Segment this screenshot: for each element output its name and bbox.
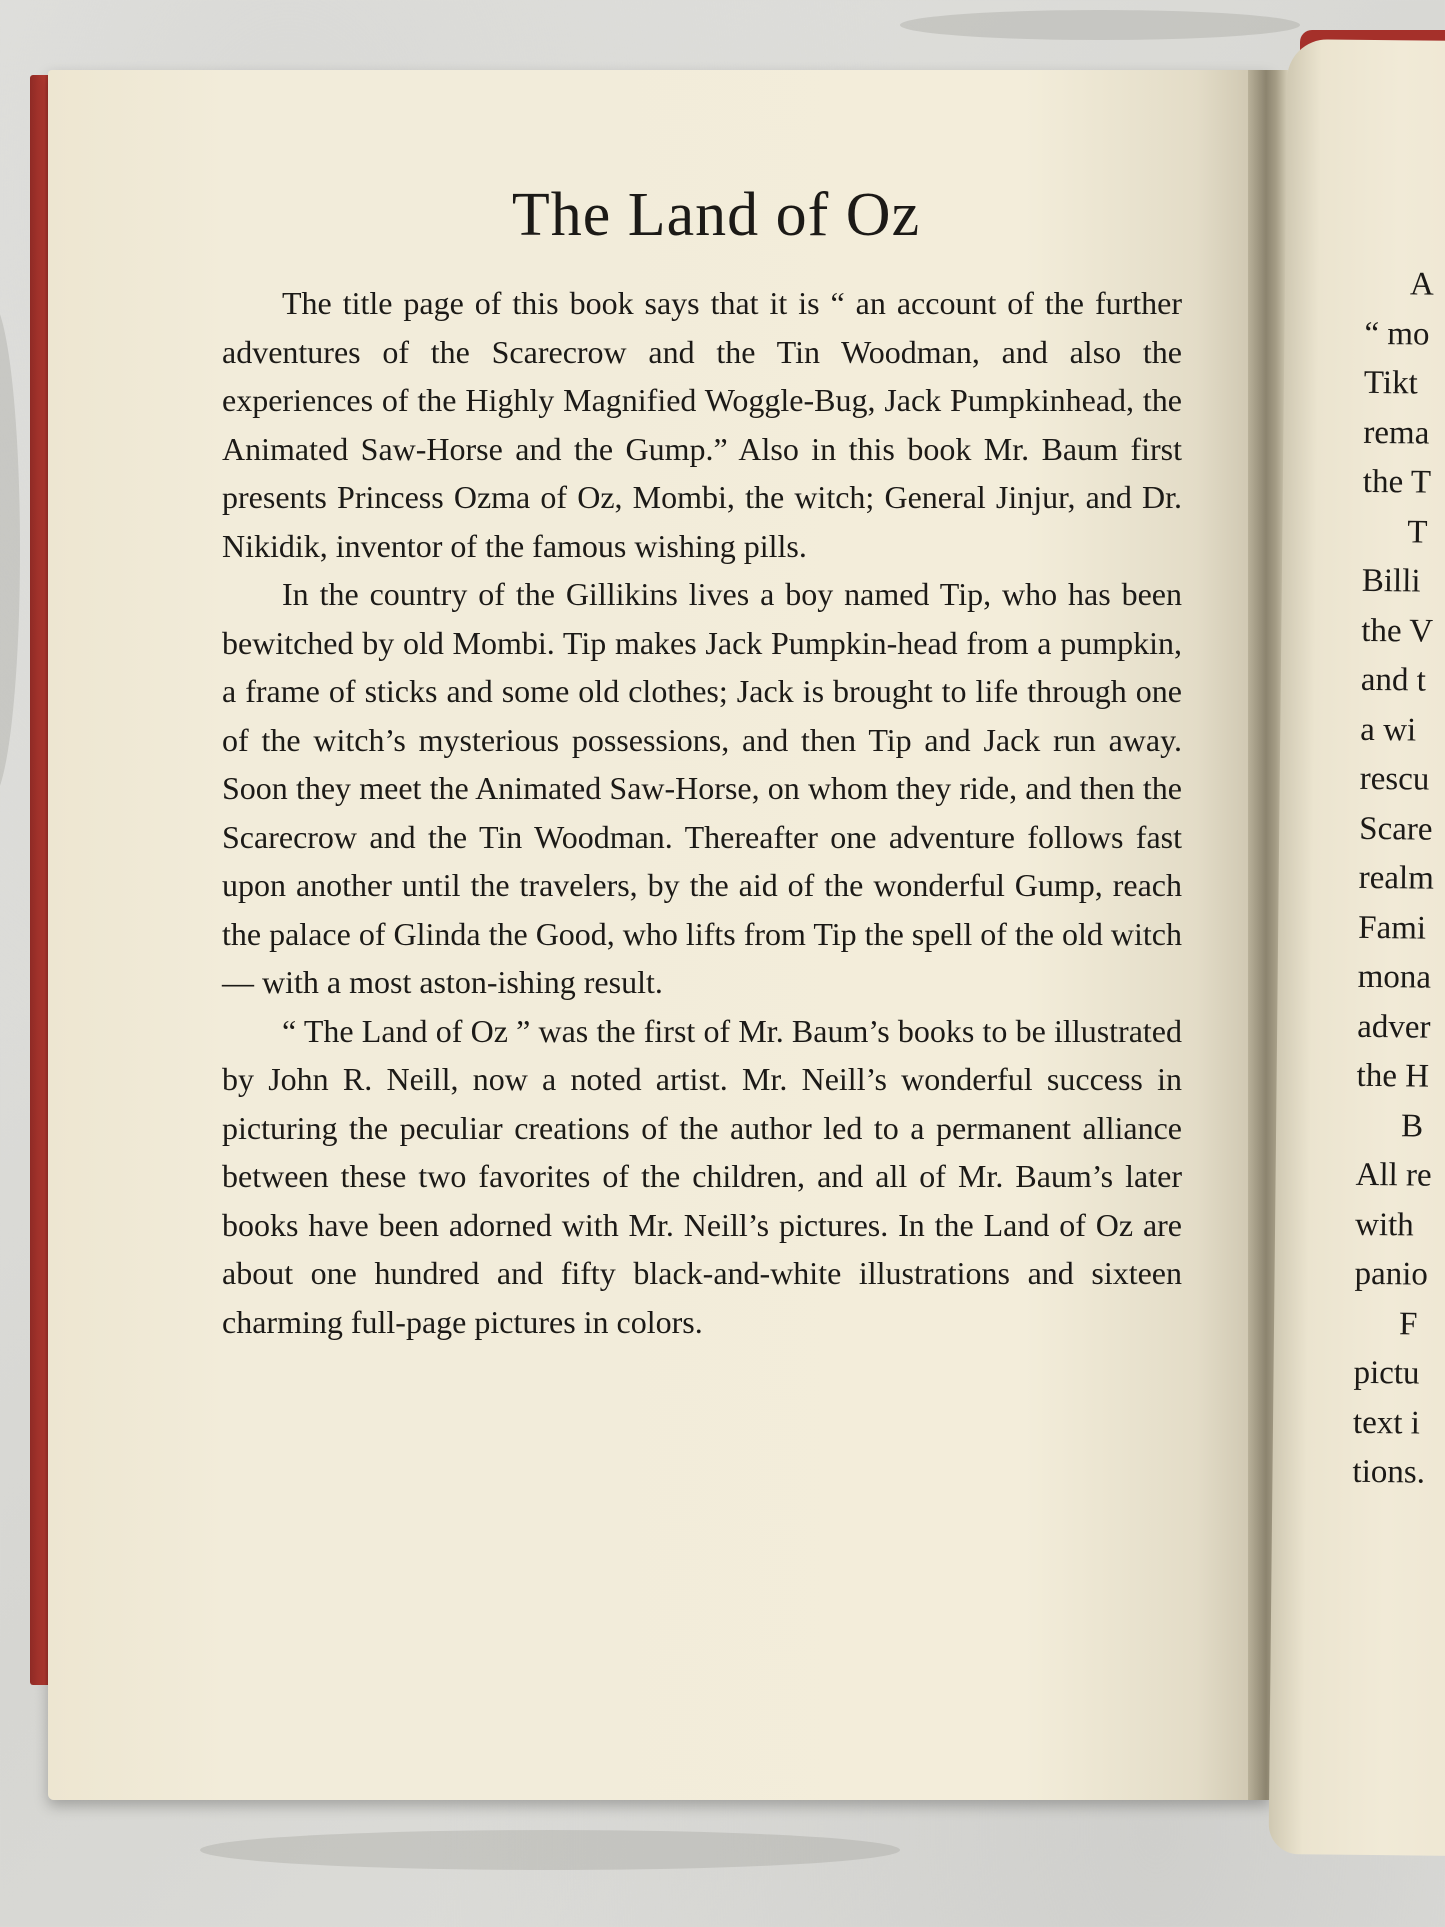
marble-vein <box>900 10 1300 40</box>
right-line: tions. <box>1352 1453 1426 1491</box>
right-line: Scare <box>1359 810 1433 848</box>
right-line: A <box>1409 266 1434 303</box>
right-line: the V <box>1361 612 1434 650</box>
right-line: Fami <box>1358 909 1427 947</box>
right-line: the T <box>1362 463 1432 501</box>
right-line: panio <box>1354 1255 1429 1293</box>
right-line: B <box>1400 1107 1424 1145</box>
right-line: text i <box>1352 1404 1421 1442</box>
paragraph-story: In the country of the Gillikins lives a boy named Tip, who has been bewitched by old Mombi. Tip makes Jack Pumpkin-head from a pumpkin, a frame of sticks and some old clothes; Jack is brought to life through one of the witch’s mysterious possessions, and then Tip and Jack run away. Soon they meet the Animated Saw-Horse, on whom they ride, and then the Scarecrow and the Tin Woodman. Thereafter one adventure follows fast upon another until the travelers, by the aid of the wonderful Gump, reach the palace of Glinda the Good, who lifts from Tip the spell of the old witch — with a most aston-ishing result. <box>222 576 1182 1000</box>
right-line: realm <box>1358 859 1435 897</box>
right-line: with <box>1354 1206 1414 1243</box>
right-line: rema <box>1363 414 1430 452</box>
right-book-page <box>1269 39 1445 1856</box>
page-title: The Land of Oz <box>511 181 921 249</box>
marble-vein <box>200 1830 900 1870</box>
right-line: rescu <box>1359 760 1430 798</box>
left-page-text <box>222 180 1182 1346</box>
marble-vein <box>0 300 20 800</box>
right-line: F <box>1398 1305 1418 1342</box>
paragraph-intro: The title page of this book says that it is “ an account of the further adventures of the Scarecrow and the Tin Woodman, and also the experiences of the Highly Magnified Woggle-Bug, Jack Pumpkinhead, the Animated Saw-Horse and the Gump.” Also in this book Mr. Baum first presents Princess Ozma of Oz, Mombi, the witch; General Jinjur, and Dr. Nikidik, inventor of the famous wishing pills. <box>222 285 1182 564</box>
right-line: All re <box>1355 1156 1432 1194</box>
right-line: “ mo <box>1364 315 1430 353</box>
right-line: a wi <box>1360 711 1417 748</box>
right-line: and t <box>1360 661 1427 699</box>
right-line: pictu <box>1353 1354 1420 1392</box>
right-line: the H <box>1356 1057 1430 1095</box>
right-line: Tikt <box>1363 364 1418 402</box>
right-line: mona <box>1357 958 1432 996</box>
right-line: Billi <box>1361 562 1421 600</box>
right-line: T <box>1407 513 1428 551</box>
right-page-text <box>1352 260 1445 1500</box>
right-line: adver <box>1356 1008 1431 1046</box>
paragraph-illustrations: “ The Land of Oz ” was the first of Mr. Baum’s books to be illustrated by John R. Neill, now a noted artist. Mr. Neill’s wonderful success in picturing the peculiar creations of the author led to a permanent alliance between these two favorites of the children, and all of Mr. Baum’s later books have been adorned with Mr. Neill’s pictures. In the Land of Oz are about one hundred and fifty black-and-white illustrations and sixteen charming full-page pictures in colors. <box>222 1012 1182 1340</box>
